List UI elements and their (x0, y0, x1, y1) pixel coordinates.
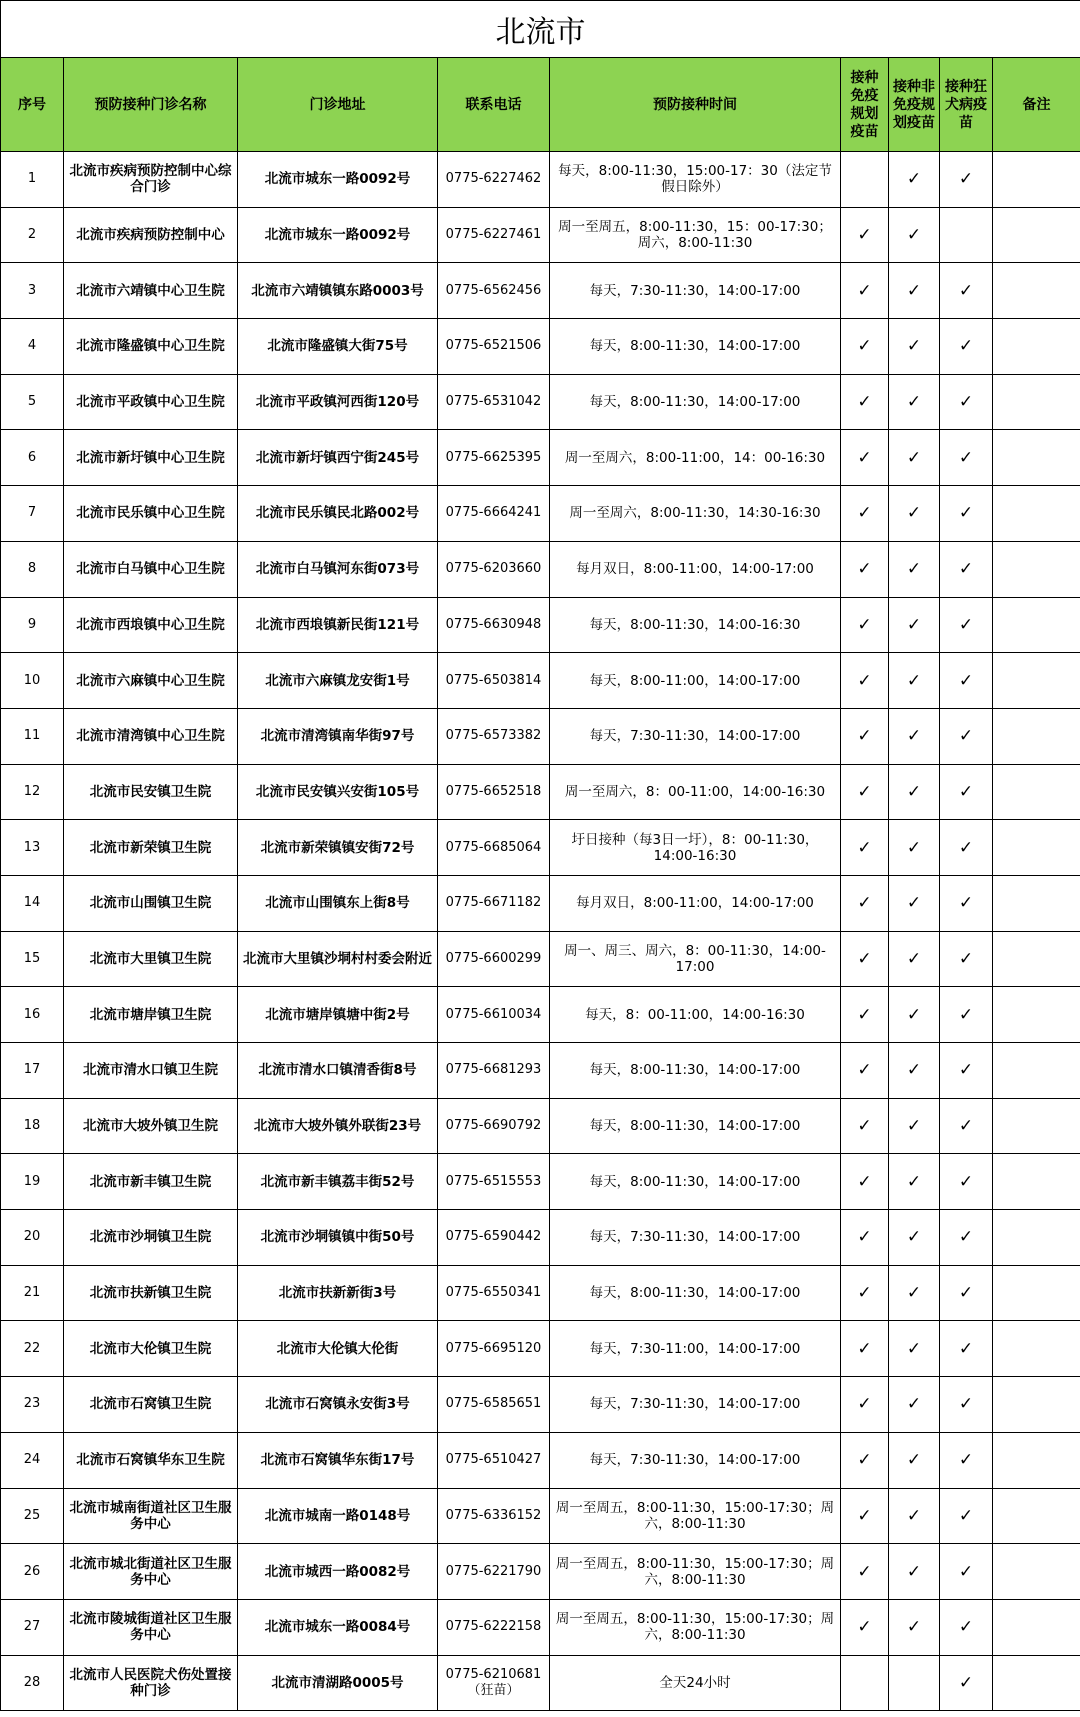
free-vaccine-mark: ✓ (841, 764, 889, 820)
clinic-name: 北流市新荣镇卫生院 (64, 820, 238, 876)
remark-cell (993, 764, 1080, 820)
clinic-name: 北流市沙垌镇卫生院 (64, 1210, 238, 1266)
paid-vaccine-mark: ✓ (889, 1098, 940, 1154)
vaccination-time: 每天，8:00-11:30，14:00-17:00 (550, 1265, 841, 1321)
clinic-address: 北流市新丰镇荔丰街52号 (238, 1154, 438, 1210)
remark-cell (993, 875, 1080, 931)
vaccination-time: 每天，7:30-11:30，14:00-17:00 (550, 263, 841, 319)
clinic-address: 北流市城东一路0092号 (238, 207, 438, 263)
rabies-vaccine-mark: ✓ (940, 1599, 993, 1655)
row-number: 14 (1, 875, 64, 931)
clinic-phone: 0775-6521506 (438, 319, 550, 375)
clinic-phone: 0775-6671182 (438, 875, 550, 931)
remark-cell (993, 1321, 1080, 1377)
clinic-phone: 0775-6600299 (438, 931, 550, 987)
rabies-vaccine-mark: ✓ (940, 708, 993, 764)
vaccination-time: 每天，8:00-11:30，14:00-17:00 (550, 1043, 841, 1099)
paid-vaccine-mark: ✓ (889, 764, 940, 820)
clinic-phone: 0775-6203660 (438, 541, 550, 597)
row-number: 19 (1, 1154, 64, 1210)
rabies-vaccine-mark: ✓ (940, 931, 993, 987)
rabies-vaccine-mark: ✓ (940, 1432, 993, 1488)
clinic-phone: 0775-6664241 (438, 486, 550, 542)
row-number: 18 (1, 1098, 64, 1154)
clinic-name: 北流市石窝镇卫生院 (64, 1377, 238, 1433)
clinic-name: 北流市清湾镇中心卫生院 (64, 708, 238, 764)
vaccination-time: 每天，7:30-11:00，14:00-17:00 (550, 1321, 841, 1377)
clinic-address: 北流市隆盛镇大街75号 (238, 319, 438, 375)
header-time: 预防接种时间 (550, 58, 841, 152)
clinic-name: 北流市清水口镇卫生院 (64, 1043, 238, 1099)
paid-vaccine-mark: ✓ (889, 987, 940, 1043)
free-vaccine-mark: ✓ (841, 430, 889, 486)
free-vaccine-mark: ✓ (841, 374, 889, 430)
paid-vaccine-mark: ✓ (889, 1265, 940, 1321)
remark-cell (993, 374, 1080, 430)
clinic-name: 北流市城北街道社区卫生服务中心 (64, 1544, 238, 1600)
remark-cell (993, 263, 1080, 319)
paid-vaccine-mark: ✓ (889, 1599, 940, 1655)
row-number: 16 (1, 987, 64, 1043)
clinic-phone: 0775-6681293 (438, 1043, 550, 1099)
clinic-phone: 0775-6503814 (438, 653, 550, 709)
row-number: 12 (1, 764, 64, 820)
clinic-phone: 0775-6573382 (438, 708, 550, 764)
clinic-phone: 0775-6336152 (438, 1488, 550, 1544)
clinic-address: 北流市石窝镇永安街3号 (238, 1377, 438, 1433)
paid-vaccine-mark: ✓ (889, 1488, 940, 1544)
remark-cell (993, 152, 1080, 208)
table-row (1, 1098, 1080, 1154)
clinic-address: 北流市清水口镇清香街8号 (238, 1043, 438, 1099)
rabies-vaccine-mark: ✓ (940, 319, 993, 375)
vaccination-time: 每天，8：00-11:00，14:00-16:30 (550, 987, 841, 1043)
clinic-phone: 0775-6227461 (438, 207, 550, 263)
header-phone: 联系电话 (438, 58, 550, 152)
row-number: 2 (1, 207, 64, 263)
rabies-vaccine-mark: ✓ (940, 1210, 993, 1266)
table-row (1, 541, 1080, 597)
table-row (1, 597, 1080, 653)
table-row (1, 152, 1080, 208)
row-number: 6 (1, 430, 64, 486)
clinic-name: 北流市山围镇卫生院 (64, 875, 238, 931)
remark-cell (993, 1043, 1080, 1099)
clinic-name: 北流市新圩镇中心卫生院 (64, 430, 238, 486)
clinic-name: 北流市石窝镇华东卫生院 (64, 1432, 238, 1488)
remark-cell (993, 1432, 1080, 1488)
paid-vaccine-mark: ✓ (889, 1210, 940, 1266)
table-row (1, 931, 1080, 987)
row-number: 21 (1, 1265, 64, 1321)
header-address: 门诊地址 (238, 58, 438, 152)
clinic-phone: 0775-6630948 (438, 597, 550, 653)
header-paid-vaccine: 接种非免疫规划疫苗 (889, 58, 940, 152)
clinic-name: 北流市大坡外镇卫生院 (64, 1098, 238, 1154)
paid-vaccine-mark: ✓ (889, 1043, 940, 1099)
row-number: 10 (1, 653, 64, 709)
clinic-name: 北流市陵城街道社区卫生服务中心 (64, 1599, 238, 1655)
free-vaccine-mark: ✓ (841, 653, 889, 709)
paid-vaccine-mark: ✓ (889, 875, 940, 931)
table-row (1, 1210, 1080, 1266)
vaccination-time: 每月双日，8:00-11:00，14:00-17:00 (550, 541, 841, 597)
free-vaccine-mark: ✓ (841, 319, 889, 375)
remark-cell (993, 1488, 1080, 1544)
clinic-address: 北流市平政镇河西街120号 (238, 374, 438, 430)
remark-cell (993, 1544, 1080, 1600)
row-number: 25 (1, 1488, 64, 1544)
clinic-name: 北流市六麻镇中心卫生院 (64, 653, 238, 709)
clinic-address: 北流市石窝镇华东街17号 (238, 1432, 438, 1488)
rabies-vaccine-mark: ✓ (940, 764, 993, 820)
free-vaccine-mark: ✓ (841, 708, 889, 764)
free-vaccine-mark: ✓ (841, 263, 889, 319)
remark-cell (993, 1377, 1080, 1433)
rabies-vaccine-mark (940, 207, 993, 263)
vaccination-time: 每天，7:30-11:30，14:00-17:00 (550, 1210, 841, 1266)
rabies-vaccine-mark: ✓ (940, 374, 993, 430)
table-row (1, 875, 1080, 931)
clinic-address: 北流市六麻镇龙安街1号 (238, 653, 438, 709)
remark-cell (993, 541, 1080, 597)
row-number: 4 (1, 319, 64, 375)
table-row (1, 1599, 1080, 1655)
paid-vaccine-mark: ✓ (889, 1321, 940, 1377)
paid-vaccine-mark: ✓ (889, 486, 940, 542)
clinic-phone: 0775-6210681（狂苗） (438, 1655, 550, 1711)
table-row (1, 1377, 1080, 1433)
table-row (1, 319, 1080, 375)
clinic-address: 北流市城南一路0148号 (238, 1488, 438, 1544)
rabies-vaccine-mark: ✓ (940, 1265, 993, 1321)
table-row (1, 820, 1080, 876)
rabies-vaccine-mark: ✓ (940, 820, 993, 876)
clinic-name: 北流市平政镇中心卫生院 (64, 374, 238, 430)
paid-vaccine-mark: ✓ (889, 931, 940, 987)
clinic-phone: 0775-6227462 (438, 152, 550, 208)
clinic-address: 北流市大坡外镇外联街23号 (238, 1098, 438, 1154)
paid-vaccine-mark: ✓ (889, 1377, 940, 1433)
table-row (1, 430, 1080, 486)
remark-cell (993, 319, 1080, 375)
clinic-name: 北流市塘岸镇卫生院 (64, 987, 238, 1043)
clinic-phone: 0775-6590442 (438, 1210, 550, 1266)
free-vaccine-mark: ✓ (841, 1043, 889, 1099)
remark-cell (993, 430, 1080, 486)
remark-cell (993, 1599, 1080, 1655)
paid-vaccine-mark: ✓ (889, 374, 940, 430)
remark-cell (993, 820, 1080, 876)
row-number: 27 (1, 1599, 64, 1655)
table-row (1, 987, 1080, 1043)
clinic-phone: 0775-6221790 (438, 1544, 550, 1600)
free-vaccine-mark: ✓ (841, 1265, 889, 1321)
row-number: 7 (1, 486, 64, 542)
rabies-vaccine-mark: ✓ (940, 1154, 993, 1210)
rabies-vaccine-mark: ✓ (940, 1043, 993, 1099)
rabies-vaccine-mark: ✓ (940, 1321, 993, 1377)
remark-cell (993, 1154, 1080, 1210)
table-row (1, 1043, 1080, 1099)
clinic-name: 北流市大伦镇卫生院 (64, 1321, 238, 1377)
rabies-vaccine-mark: ✓ (940, 430, 993, 486)
paid-vaccine-mark: ✓ (889, 207, 940, 263)
table-row (1, 1265, 1080, 1321)
clinic-name: 北流市民安镇卫生院 (64, 764, 238, 820)
clinic-phone: 0775-6625395 (438, 430, 550, 486)
header-rabies-vaccine: 接种狂犬病疫苗 (940, 58, 993, 152)
free-vaccine-mark: ✓ (841, 597, 889, 653)
clinic-address: 北流市白马镇河东街073号 (238, 541, 438, 597)
table-row (1, 1655, 1080, 1711)
clinic-address: 北流市塘岸镇塘中街2号 (238, 987, 438, 1043)
rabies-vaccine-mark: ✓ (940, 541, 993, 597)
free-vaccine-mark: ✓ (841, 486, 889, 542)
table-row (1, 486, 1080, 542)
clinic-address: 北流市城东一路0084号 (238, 1599, 438, 1655)
clinic-phone: 0775-6610034 (438, 987, 550, 1043)
free-vaccine-mark (841, 152, 889, 208)
clinic-name: 北流市隆盛镇中心卫生院 (64, 319, 238, 375)
clinic-name: 北流市新丰镇卫生院 (64, 1154, 238, 1210)
row-number: 22 (1, 1321, 64, 1377)
clinic-address: 北流市清湖路0005号 (238, 1655, 438, 1711)
rabies-vaccine-mark: ✓ (940, 1488, 993, 1544)
rabies-vaccine-mark: ✓ (940, 1655, 993, 1711)
table-row (1, 653, 1080, 709)
clinic-name: 北流市六靖镇中心卫生院 (64, 263, 238, 319)
paid-vaccine-mark: ✓ (889, 152, 940, 208)
paid-vaccine-mark: ✓ (889, 319, 940, 375)
paid-vaccine-mark: ✓ (889, 820, 940, 876)
vaccination-time: 周一至周五，8:00-11:30，15:00-17:30；周六，8:00-11:30 (550, 1488, 841, 1544)
free-vaccine-mark: ✓ (841, 207, 889, 263)
free-vaccine-mark: ✓ (841, 987, 889, 1043)
rabies-vaccine-mark: ✓ (940, 597, 993, 653)
free-vaccine-mark: ✓ (841, 1599, 889, 1655)
paid-vaccine-mark: ✓ (889, 541, 940, 597)
free-vaccine-mark: ✓ (841, 1154, 889, 1210)
clinic-address: 北流市沙垌镇镇中街50号 (238, 1210, 438, 1266)
clinic-address: 北流市民安镇兴安街105号 (238, 764, 438, 820)
clinic-phone: 0775-6510427 (438, 1432, 550, 1488)
row-number: 26 (1, 1544, 64, 1600)
clinic-address: 北流市民乐镇民北路002号 (238, 486, 438, 542)
clinic-address: 北流市山围镇东上街8号 (238, 875, 438, 931)
rabies-vaccine-mark: ✓ (940, 653, 993, 709)
clinic-phone: 0775-6531042 (438, 374, 550, 430)
rabies-vaccine-mark: ✓ (940, 987, 993, 1043)
header-free-vaccine: 接种免疫规划疫苗 (841, 58, 889, 152)
clinic-name: 北流市人民医院犬伤处置接种门诊 (64, 1655, 238, 1711)
paid-vaccine-mark: ✓ (889, 263, 940, 319)
clinic-phone: 0775-6562456 (438, 263, 550, 319)
clinic-address: 北流市大里镇沙垌村村委会附近 (238, 931, 438, 987)
clinic-address: 北流市大伦镇大伦街 (238, 1321, 438, 1377)
paid-vaccine-mark: ✓ (889, 597, 940, 653)
table-row (1, 1488, 1080, 1544)
vaccination-time: 全天24小时 (550, 1655, 841, 1711)
clinic-phone: 0775-6585651 (438, 1377, 550, 1433)
vaccination-time: 周一、周三、周六，8：00-11:30，14:00-17:00 (550, 931, 841, 987)
free-vaccine-mark: ✓ (841, 1488, 889, 1544)
paid-vaccine-mark: ✓ (889, 708, 940, 764)
free-vaccine-mark: ✓ (841, 1544, 889, 1600)
remark-cell (993, 1210, 1080, 1266)
clinic-address: 北流市城西一路0082号 (238, 1544, 438, 1600)
vaccination-time: 周一至周六，8：00-11:00，14:00-16:30 (550, 764, 841, 820)
rabies-vaccine-mark: ✓ (940, 1377, 993, 1433)
clinic-phone: 0775-6695120 (438, 1321, 550, 1377)
free-vaccine-mark (841, 1655, 889, 1711)
paid-vaccine-mark: ✓ (889, 1154, 940, 1210)
vaccination-time: 每天，8:00-11:30，15:00-17：30（法定节假日除外） (550, 152, 841, 208)
table-row (1, 207, 1080, 263)
vaccination-time: 周一至周五，8:00-11:30，15:00-17:30；周六，8:00-11:30 (550, 1599, 841, 1655)
vaccination-time: 周一至周五，8:00-11:30，15：00-17:30；周六，8:00-11:30 (550, 207, 841, 263)
remark-cell (993, 931, 1080, 987)
free-vaccine-mark: ✓ (841, 1432, 889, 1488)
remark-cell (993, 653, 1080, 709)
vaccination-time: 每天，8:00-11:30，14:00-17:00 (550, 1154, 841, 1210)
header-row (1, 58, 1080, 152)
table-row (1, 764, 1080, 820)
free-vaccine-mark: ✓ (841, 875, 889, 931)
row-number: 5 (1, 374, 64, 430)
clinic-phone: 0775-6515553 (438, 1154, 550, 1210)
rabies-vaccine-mark: ✓ (940, 1098, 993, 1154)
remark-cell (993, 1655, 1080, 1711)
table-row (1, 263, 1080, 319)
row-number: 20 (1, 1210, 64, 1266)
rabies-vaccine-mark: ✓ (940, 263, 993, 319)
clinic-name: 北流市大里镇卫生院 (64, 931, 238, 987)
clinic-address: 北流市扶新新街3号 (238, 1265, 438, 1321)
clinic-phone: 0775-6652518 (438, 764, 550, 820)
vaccination-time: 每天，7:30-11:30，14:00-17:00 (550, 1432, 841, 1488)
row-number: 23 (1, 1377, 64, 1433)
rabies-vaccine-mark: ✓ (940, 152, 993, 208)
vaccination-time: 圩日接种（每3日一圩），8：00-11:30，14:00-16:30 (550, 820, 841, 876)
remark-cell (993, 987, 1080, 1043)
clinic-address: 北流市西埌镇新民街121号 (238, 597, 438, 653)
free-vaccine-mark: ✓ (841, 1098, 889, 1154)
vaccination-time: 周一至周六，8:00-11:30，14:30-16:30 (550, 486, 841, 542)
table-row (1, 1321, 1080, 1377)
remark-cell (993, 486, 1080, 542)
clinic-phone: 0775-6685064 (438, 820, 550, 876)
row-number: 28 (1, 1655, 64, 1711)
free-vaccine-mark: ✓ (841, 1377, 889, 1433)
remark-cell (993, 708, 1080, 764)
paid-vaccine-mark (889, 1655, 940, 1711)
header-name: 预防接种门诊名称 (64, 58, 238, 152)
vaccination-time: 周一至周五，8:00-11:30，15:00-17:30；周六，8:00-11:30 (550, 1544, 841, 1600)
vaccination-time: 每天，8:00-11:00，14:00-17:00 (550, 653, 841, 709)
clinic-phone: 0775-6550341 (438, 1265, 550, 1321)
table-row (1, 374, 1080, 430)
clinic-phone: 0775-6690792 (438, 1098, 550, 1154)
row-number: 15 (1, 931, 64, 987)
free-vaccine-mark: ✓ (841, 1321, 889, 1377)
header-remark: 备注 (993, 58, 1080, 152)
row-number: 8 (1, 541, 64, 597)
free-vaccine-mark: ✓ (841, 820, 889, 876)
vaccination-time: 每天，8:00-11:30，14:00-17:00 (550, 319, 841, 375)
vaccination-time: 周一至周六，8:00-11:00，14：00-16:30 (550, 430, 841, 486)
clinic-name: 北流市扶新镇卫生院 (64, 1265, 238, 1321)
row-number: 9 (1, 597, 64, 653)
free-vaccine-mark: ✓ (841, 1210, 889, 1266)
clinic-name: 北流市疾病预防控制中心 (64, 207, 238, 263)
row-number: 17 (1, 1043, 64, 1099)
row-number: 1 (1, 152, 64, 208)
remark-cell (993, 1265, 1080, 1321)
vaccination-time: 每天，7:30-11:30，14:00-17:00 (550, 708, 841, 764)
paid-vaccine-mark: ✓ (889, 1432, 940, 1488)
table-row (1, 1154, 1080, 1210)
header-no: 序号 (1, 58, 64, 152)
remark-cell (993, 1098, 1080, 1154)
paid-vaccine-mark: ✓ (889, 430, 940, 486)
clinic-name: 北流市城南街道社区卫生服务中心 (64, 1488, 238, 1544)
vaccination-time: 每天，7:30-11:30，14:00-17:00 (550, 1377, 841, 1433)
remark-cell (993, 597, 1080, 653)
clinic-address: 北流市六靖镇镇东路0003号 (238, 263, 438, 319)
vaccination-time: 每天，8:00-11:30，14:00-17:00 (550, 1098, 841, 1154)
row-number: 11 (1, 708, 64, 764)
vaccination-time: 每月双日，8:00-11:00，14:00-17:00 (550, 875, 841, 931)
page-title: 北流市 (1, 1, 1080, 58)
clinic-name: 北流市疾病预防控制中心综合门诊 (64, 152, 238, 208)
free-vaccine-mark: ✓ (841, 541, 889, 597)
clinic-address: 北流市新圩镇西宁街245号 (238, 430, 438, 486)
row-number: 13 (1, 820, 64, 876)
vaccination-time: 每天，8:00-11:30，14:00-17:00 (550, 374, 841, 430)
rabies-vaccine-mark: ✓ (940, 875, 993, 931)
clinic-phone: 0775-6222158 (438, 1599, 550, 1655)
table-row (1, 1544, 1080, 1600)
free-vaccine-mark: ✓ (841, 931, 889, 987)
clinic-address: 北流市新荣镇镇安街72号 (238, 820, 438, 876)
paid-vaccine-mark: ✓ (889, 1544, 940, 1600)
remark-cell (993, 207, 1080, 263)
row-number: 3 (1, 263, 64, 319)
clinic-address: 北流市清湾镇南华街97号 (238, 708, 438, 764)
table-row (1, 1432, 1080, 1488)
clinic-name: 北流市白马镇中心卫生院 (64, 541, 238, 597)
rabies-vaccine-mark: ✓ (940, 486, 993, 542)
paid-vaccine-mark: ✓ (889, 653, 940, 709)
clinic-address: 北流市城东一路0092号 (238, 152, 438, 208)
rabies-vaccine-mark: ✓ (940, 1544, 993, 1600)
vaccination-time: 每天，8:00-11:30，14:00-16:30 (550, 597, 841, 653)
row-number: 24 (1, 1432, 64, 1488)
table-body (1, 152, 1080, 1711)
clinic-name: 北流市西埌镇中心卫生院 (64, 597, 238, 653)
clinic-name: 北流市民乐镇中心卫生院 (64, 486, 238, 542)
table-row (1, 708, 1080, 764)
